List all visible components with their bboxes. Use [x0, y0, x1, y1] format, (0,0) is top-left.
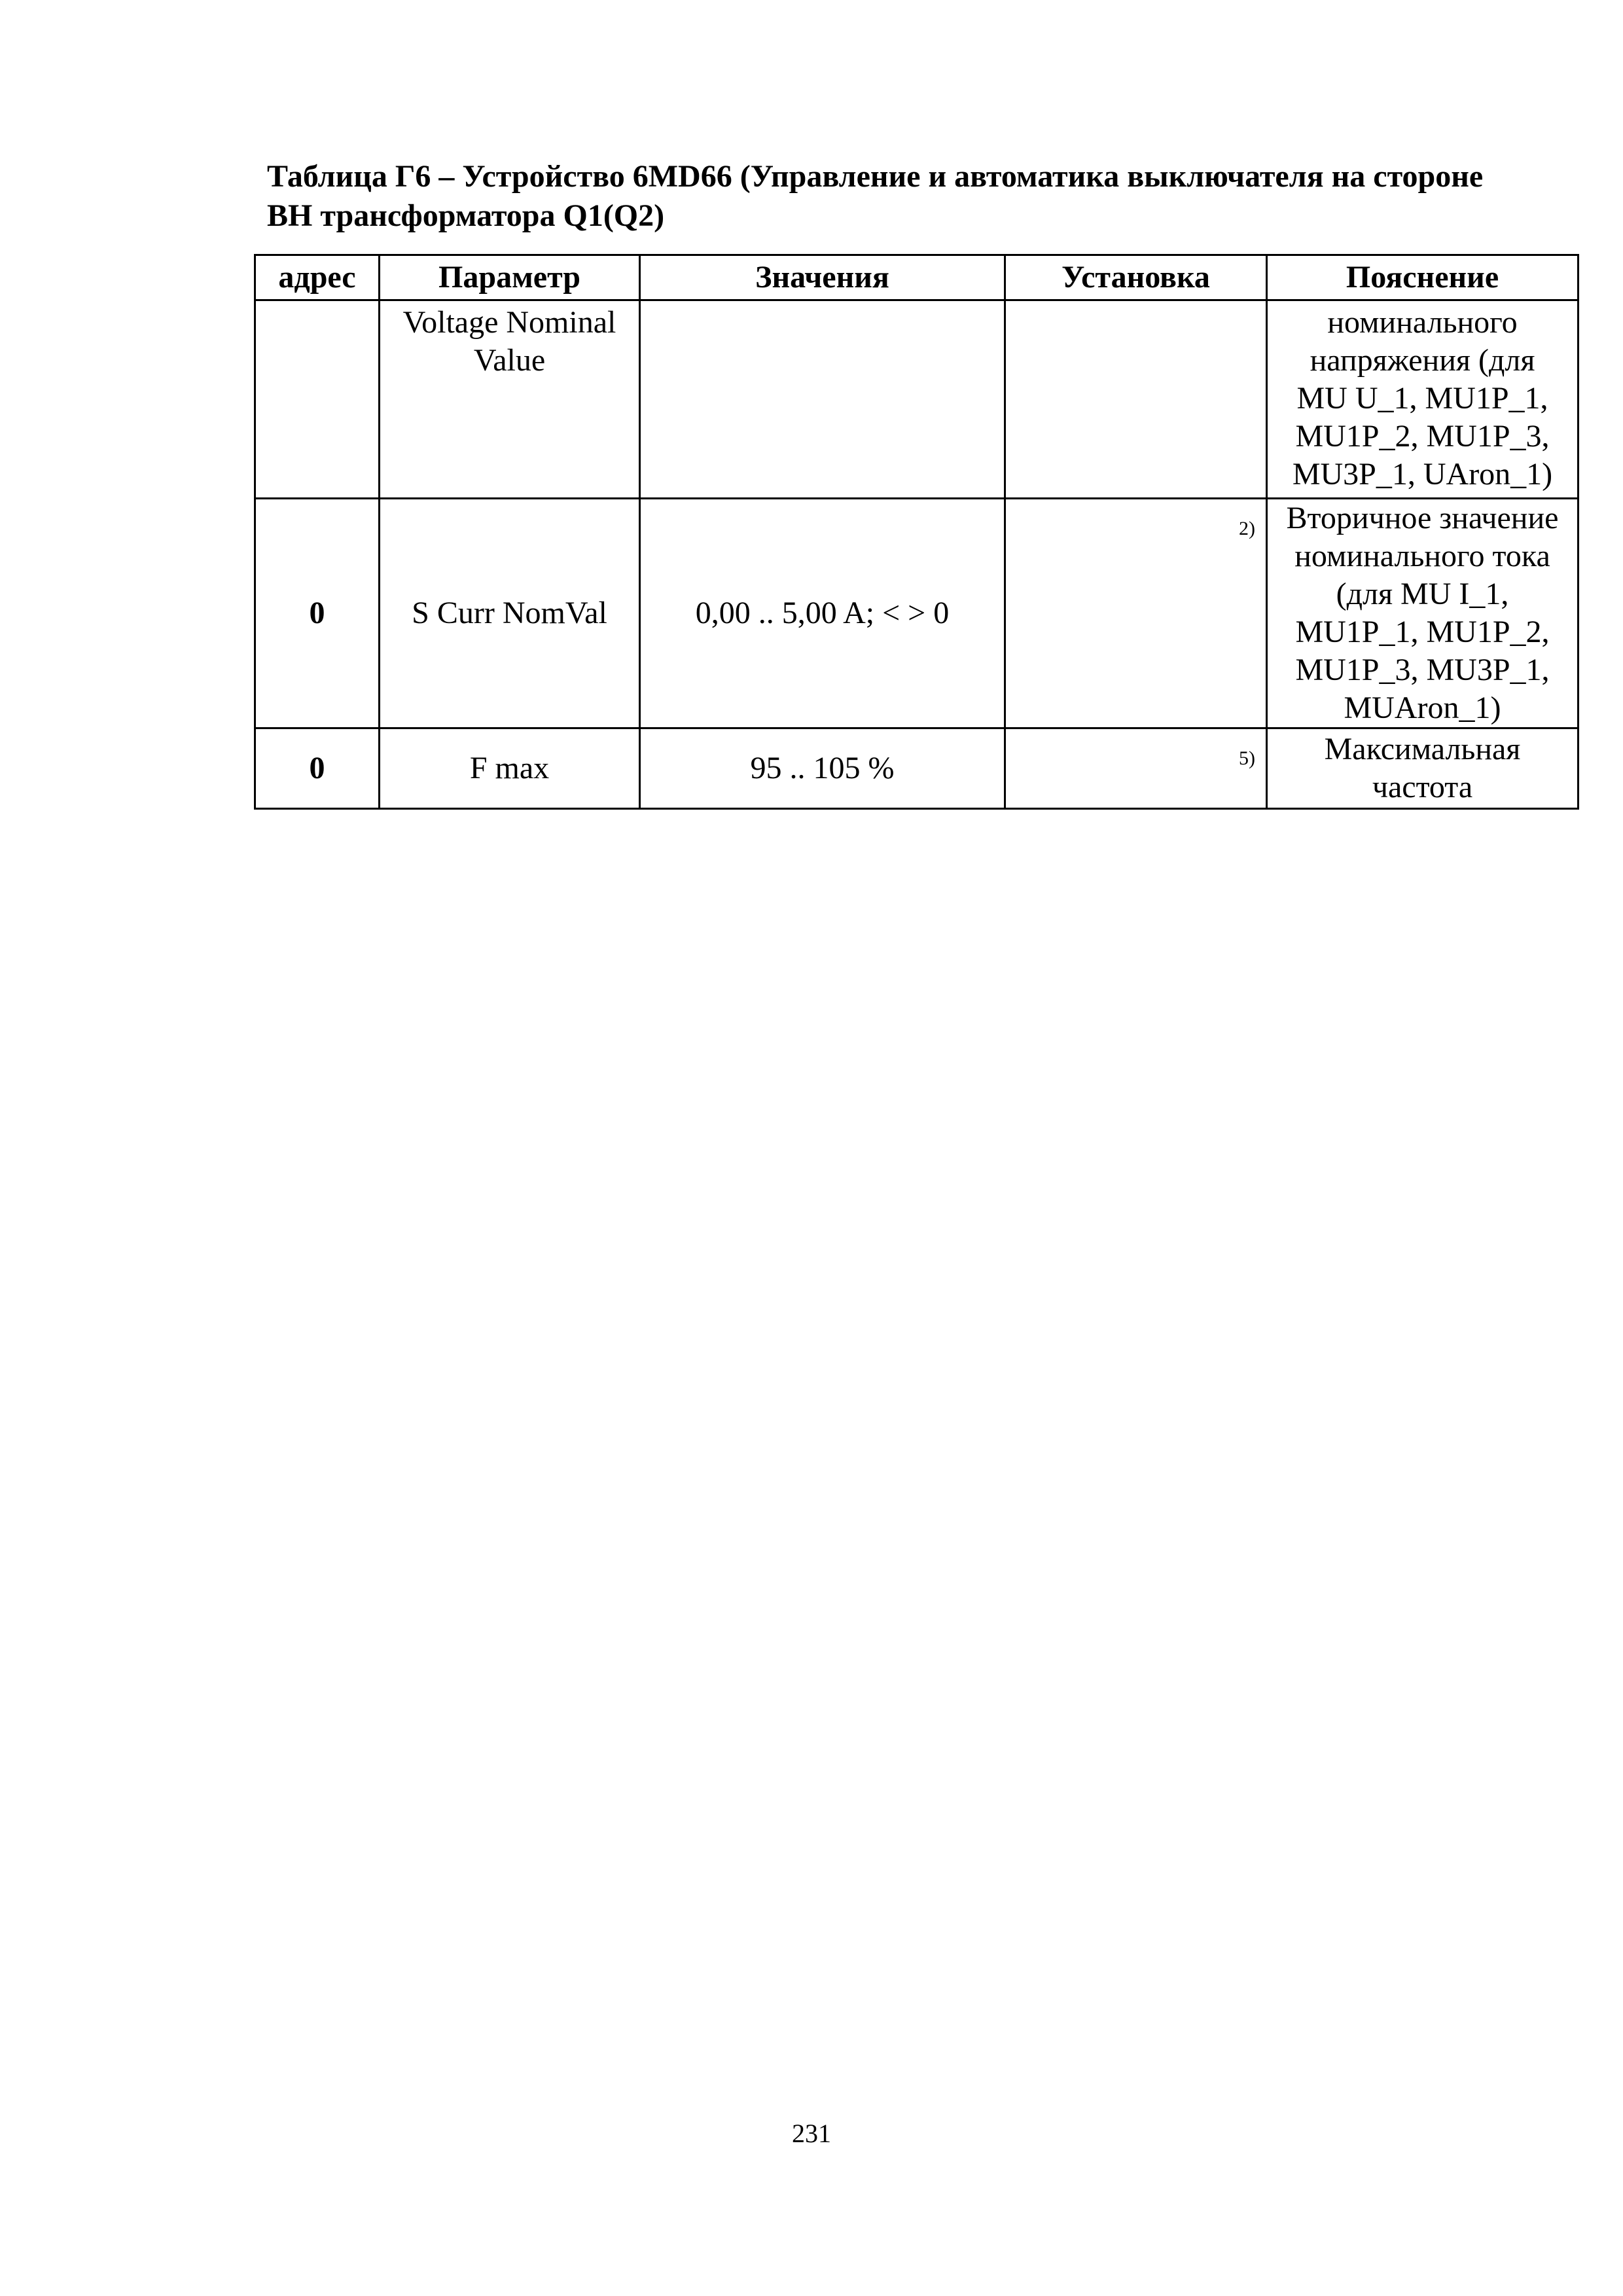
table-header-row [255, 255, 1578, 300]
cell-explanation [1267, 728, 1578, 809]
page-number: 231 [792, 2119, 831, 2148]
cell-parameter [380, 499, 640, 728]
setting-footnote: 2) [1239, 518, 1255, 539]
explanation-line: номинального [1327, 305, 1518, 340]
cell-explanation [1267, 499, 1578, 728]
explanation-line: MU1P_3, MU3P_1, [1295, 653, 1550, 687]
parameter-line: Value [473, 343, 546, 378]
cell-parameter [380, 300, 640, 499]
table-caption-line-2: ВН трансформатора Q1(Q2) [267, 198, 665, 233]
setting-footnote: 5) [1239, 747, 1255, 769]
explanation-line: напряжения (для [1310, 343, 1535, 378]
parameter-line: F max [469, 751, 550, 785]
explanation-line: номинального тока [1294, 539, 1550, 573]
table-caption [267, 157, 1576, 236]
cell-parameter [380, 728, 640, 809]
explanation-line: MU1P_1, MU1P_2, [1295, 615, 1550, 649]
cell-values: 0,00 .. 5,00 A; < > 0 [640, 499, 1005, 728]
explanation-line: частота [1372, 770, 1473, 804]
cell-values: 95 .. 105 % [640, 728, 1005, 809]
explanation-line: MU3P_1, UAron_1) [1292, 457, 1553, 492]
cell-setting [1005, 499, 1267, 728]
explanation-line: MUAron_1) [1344, 691, 1501, 725]
table-row [255, 300, 1578, 499]
cell-address: 0 [255, 728, 380, 809]
table-caption-line-1: Таблица Г6 – Устройство 6MD66 (Управление и автоматика выключателя на стороне [267, 159, 1484, 194]
explanation-line: Максимальная [1324, 732, 1521, 766]
parameter-line: S Curr NomVal [412, 596, 607, 630]
explanation-line: MU U_1, MU1P_1, [1296, 381, 1548, 416]
table-row [255, 499, 1578, 728]
cell-values [640, 300, 1005, 499]
header-parameter: Параметр [380, 255, 640, 300]
explanation-line: (для MU I_1, [1336, 577, 1509, 611]
table-row [255, 728, 1578, 809]
explanation-line: MU1P_2, MU1P_3, [1295, 419, 1550, 454]
header-address: адрес [255, 255, 380, 300]
header-values: Значения [640, 255, 1005, 300]
cell-address: 0 [255, 499, 380, 728]
header-explanation: Пояснение [1267, 255, 1578, 300]
parameter-line: Voltage Nominal [402, 305, 616, 340]
parameters-table [254, 254, 1579, 810]
cell-explanation [1267, 300, 1578, 499]
explanation-line: Вторичное значение [1286, 501, 1559, 535]
cell-address [255, 300, 380, 499]
header-setting: Установка [1005, 255, 1267, 300]
cell-setting [1005, 728, 1267, 809]
cell-setting [1005, 300, 1267, 499]
